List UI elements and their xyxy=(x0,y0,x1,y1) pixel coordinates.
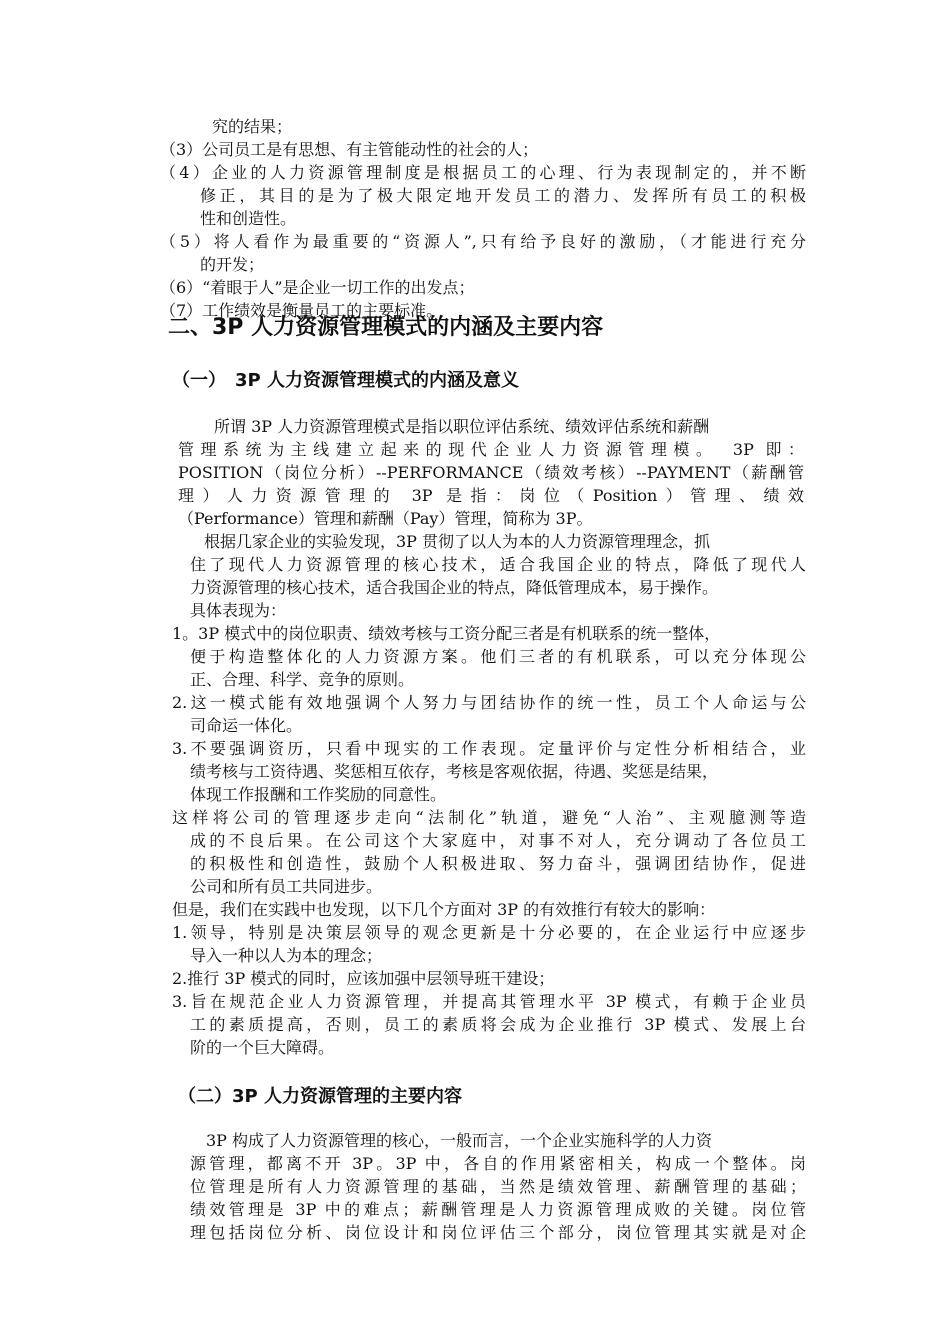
paragraph-line: 成的不良后果。在公司这个大家庭中，对事不对人，充分调动了各位员工 xyxy=(190,831,806,850)
paragraph-line: 具体表现为： xyxy=(190,601,287,620)
paragraph-line: 3P 构成了人力资源管理的核心，一般而言，一个企业实施科学的人力资 xyxy=(206,1131,713,1150)
intro-list-item: （7）工作绩效是衡量员工的主要标准。 xyxy=(160,301,443,320)
benefit-item: 3.不要强调资历，只看中现实的工作表现。定量评价与定性分析相结合，业 xyxy=(172,739,806,758)
paragraph-line: 绩效管理是 3P 中的难点；薪酬管理是人力资源管理成败的关键。岗位管 xyxy=(190,1200,806,1219)
issue-item: 导入一种以人为本的理念； xyxy=(190,946,383,965)
paragraph-line: 位管理是所有人力资源管理的基础，当然是绩效管理、薪酬管理的基础； xyxy=(190,1177,806,1196)
paragraph-line: 所谓 3P 人力资源管理模式是指以职位评估系统、绩效评估系统和薪酬 xyxy=(214,417,710,436)
intro-list-item: （6）“着眼于人”是企业一切工作的出发点； xyxy=(160,278,475,297)
intro-list-item: 性和创造性。 xyxy=(200,209,297,228)
benefit-item: 2.这一模式能有效地强调个人努力与团结协作的统一性，员工个人命运与公 xyxy=(172,693,806,712)
issue-item: 工的素质提高，否则，员工的素质将会成为企业推行 3P 模式、发展上台 xyxy=(190,1015,806,1034)
intro-list-item: 的开发； xyxy=(200,255,265,274)
benefit-item: 司命运一体化。 xyxy=(190,716,303,735)
intro-list-item: （4）企业的人力资源管理制度是根据员工的心理、行为表现制定的，并不断 xyxy=(160,163,806,182)
section-heading: 二、3P 人力资源管理模式的内涵及主要内容 xyxy=(168,315,604,340)
benefit-item: 体现工作报酬和工作奖励的同意性。 xyxy=(190,785,447,804)
intro-list-item: （3）公司员工是有思想、有主管能动性的社会的人； xyxy=(160,140,539,159)
paragraph-line: 但是，我们在实践中也发现，以下几个方面对 3P 的有效推行有较大的影响： xyxy=(172,900,716,919)
issue-item: 1.领导，特别是决策层领导的观念更新是十分必要的，在企业运行中应逐步 xyxy=(172,923,806,942)
benefit-item: 正、合理、科学、竞争的原则。 xyxy=(190,670,415,689)
paragraph-line: 管理系统为主线建立起来的现代企业人力资源管理模。 3P 即： xyxy=(178,440,804,459)
benefit-item: 绩考核与工资待遇、奖惩相互依存，考核是客观依据，待遇、奖惩是结果， xyxy=(190,762,719,781)
paragraph-line: 的积极性和创造性，鼓励个人积极进取、努力奋斗，强调团结协作，促进 xyxy=(190,854,806,873)
subsection-heading: （二）3P 人力资源管理的主要内容 xyxy=(178,1086,462,1107)
paragraph-line: 公司和所有员工共同进步。 xyxy=(190,877,383,896)
paragraph-line: 力资源管理的核心技术，适合我国企业的特点，降低管理成本，易于操作。 xyxy=(190,578,719,597)
paragraph-line: 源管理，都离不开 3P。3P 中，各自的作用紧密相关，构成一个整体。岗 xyxy=(190,1154,806,1173)
paragraph-line: 根据几家企业的实验发现，3P 贯彻了以人为本的人力资源管理理念，抓 xyxy=(204,532,711,551)
paragraph-line: 理包括岗位分析、岗位设计和岗位评估三个部分，岗位管理其实就是对企 xyxy=(190,1223,806,1242)
subsection-heading: （一） 3P 人力资源管理模式的内涵及意义 xyxy=(172,370,519,391)
paragraph-line: POSITION（岗位分析）--PERFORMANCE（绩效考核）--PAYMENT（薪酬管 xyxy=(178,463,804,482)
issue-item: 阶的一个巨大障碍。 xyxy=(190,1038,335,1057)
issue-item: 3.旨在规范企业人力资源管理，并提高其管理水平 3P 模式，有赖于企业员 xyxy=(172,992,806,1011)
paragraph-line: 这样将公司的管理逐步走向“法制化”轨道，避免“人治”、主观臆测等造 xyxy=(172,808,806,827)
intro-list-item: 究的结果； xyxy=(212,117,293,136)
benefit-item: 1。3P 模式中的岗位职责、绩效考核与工资分配三者是有机联系的统一整体， xyxy=(172,624,721,643)
intro-list-item: （5）将人看作为最重要的“资源人”,只有给予良好的激励，（才能进行充分 xyxy=(160,232,806,251)
intro-list-item: 修正，其目的是为了极大限定地开发员工的潜力、发挥所有员工的积极 xyxy=(200,186,806,205)
paragraph-line: （Performance）管理和薪酬（Pay）管理，简称为 3P。 xyxy=(178,509,593,528)
benefit-item: 便于构造整体化的人力资源方案。他们三者的有机联系，可以充分体现公 xyxy=(190,647,806,666)
paragraph-line: 理）人力资源管理的 3P 是指：岗位（Position）管理、绩效 xyxy=(178,486,804,505)
issue-item: 2.推行 3P 模式的同时，应该加强中层领导班干建设； xyxy=(172,969,555,988)
paragraph-line: 住了现代人力资源管理的核心技术，适合我国企业的特点，降低了现代人 xyxy=(190,555,806,574)
